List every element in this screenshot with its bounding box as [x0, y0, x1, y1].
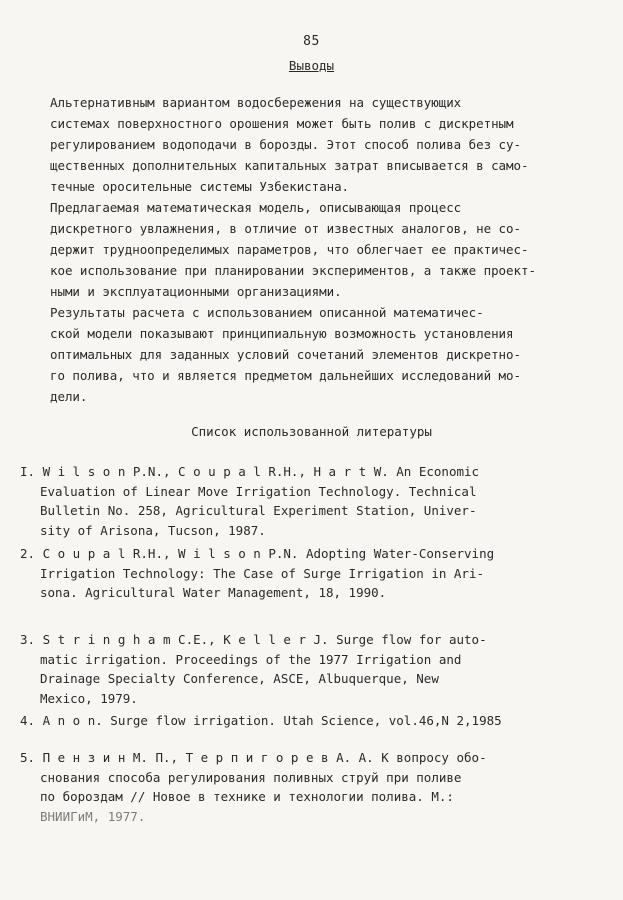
reference-line: 3. S t r i n g h a m C.E., K e l l e r J. Surge flow for auto- [20, 632, 487, 647]
reference-line: 2. C o u p a l R.H., W i l s o n P.N. Adopting Water-Conserving [20, 546, 495, 561]
text-line: течные оросительные системы Узбекистана. [50, 179, 350, 194]
text-line: щественных дополнительных капитальных затрат вписывается в само- [50, 158, 529, 173]
reference-line: 5. П е н з и н М. П., Т е р п и г о р е в А. А. К вопросу обо- [20, 750, 487, 765]
text-line: кое использование при планировании экспериментов, а также проект- [50, 263, 536, 278]
reference-item [20, 711, 580, 731]
reference-line: Drainage Specialty Conference, ASCE, Albuquerque, New [40, 671, 439, 686]
reference-line: Mexico, 1979. [40, 690, 138, 706]
text-line: ными и эксплуатационными организациями. [50, 284, 342, 299]
reference-item [20, 630, 580, 708]
text-line: Альтернативным вариантом водосбережения на существующих [50, 95, 462, 110]
text-line: ской модели показывают принципиальную возможность установления [50, 326, 514, 341]
text-line: Предлагаемая математическая модель, описывающая процесс [50, 200, 462, 215]
reference-line: по бороздам // Новое в технике и технологии полива. М.: [40, 789, 454, 804]
reference-line: Evaluation of Linear Move Irrigation Technology. Technical [40, 483, 477, 499]
reference-line: ВНИИГиМ, 1977. [40, 808, 146, 824]
text-line: держит трудноопределимых параметров, что облегчает ее практичес- [50, 242, 529, 257]
reference-line: I. W i l s o n P.N., C o u p a l R.H., H a r t W. An Economic [20, 464, 480, 479]
reference-item [20, 462, 580, 540]
text-line: Результаты расчета с использованием описанной математичес- [50, 305, 484, 320]
reference-line: Irrigation Technology: The Case of Surge Irrigation in Ari- [40, 565, 485, 581]
text-line: дискретного увлажнения, в отличие от известных аналогов, не со- [50, 221, 521, 236]
reference-item [20, 748, 580, 826]
text-line: дели. [50, 389, 88, 404]
reference-line: Bulletin No. 258, Agricultural Experiment Station, Univer- [40, 503, 477, 518]
reference-line: matic irrigation. Proceedings of the 1977 Irrigation and [40, 651, 462, 667]
references-title: Список использованной литературы [191, 424, 432, 439]
reference-line: sity of Arisona, Tucson, 1987. [40, 522, 266, 538]
section-title: Выводы [288, 58, 335, 73]
conclusions-text [50, 92, 570, 407]
reference-line: sona. Agricultural Water Management, 18, 1990. [40, 585, 387, 600]
text-line: го полива, что и является предметом дальнейших исследований мо- [50, 368, 521, 383]
page-number: 85 [303, 34, 320, 49]
reference-line: снования способа регулирования поливных струй при поливе [40, 769, 462, 785]
reference-line: 4. A n o n. Surge flow irrigation. Utah Science, vol.46,N 2,1985 [20, 713, 502, 728]
reference-item [20, 544, 580, 603]
text-line: системах поверхностного орошения может быть полив с дискретным [50, 116, 514, 131]
text-line: оптимальных для заданных условий сочетаний элементов дискретно- [50, 347, 521, 362]
text-line: регулированием водоподачи в борозды. Этот способ полива без су- [50, 137, 521, 152]
